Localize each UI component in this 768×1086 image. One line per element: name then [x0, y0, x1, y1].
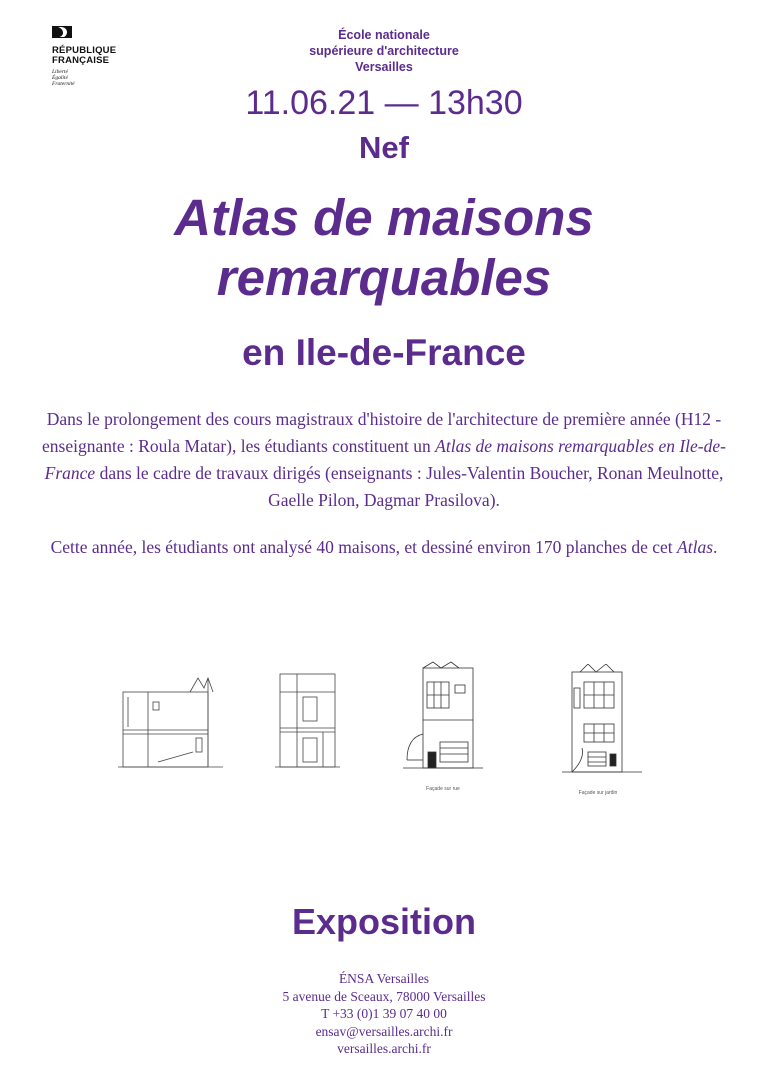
school-line-2: supérieure d'architecture [309, 44, 459, 58]
address-street: 5 avenue de Sceaux, 78000 Versailles [282, 988, 486, 1004]
motto-liberte: Liberté [52, 69, 68, 75]
school-line-3: Versailles [355, 60, 413, 74]
event-title [0, 188, 768, 308]
event-title-line-2: remarquables [216, 249, 552, 306]
description-text: . [713, 537, 718, 557]
description-italic-atlas: Atlas [677, 537, 714, 557]
event-subtitle: en Ile-de-France [242, 332, 526, 373]
contact-address [0, 970, 768, 1058]
address-email[interactable]: ensav@versailles.archi.fr [315, 1023, 453, 1039]
logo-line-2: FRANÇAISE [52, 55, 110, 66]
section-drawing-2 [275, 672, 340, 772]
description-paragraph-1 [40, 406, 728, 514]
address-website[interactable]: versailles.archi.fr [337, 1041, 431, 1056]
event-description [40, 406, 728, 561]
caption-facade-street: Façade sur rue [426, 786, 460, 792]
facade-drawing-garden [558, 664, 648, 796]
event-date-time: 11.06.21 — 13h30 [245, 84, 523, 122]
event-venue: Nef [359, 130, 409, 165]
facade-drawing-street [395, 660, 490, 792]
address-phone: T +33 (0)1 39 07 40 00 [321, 1006, 447, 1021]
architectural-drawings [110, 660, 670, 800]
event-title-line-1: Atlas de maisons [174, 189, 594, 246]
description-italic-title: Atlas de maisons remarquables en Ile-de-France [44, 436, 726, 483]
school-line-1: École nationale [338, 28, 430, 42]
section-drawing-1 [118, 672, 228, 772]
description-text: Cette année, les étudiants ont analysé 40 maisons, et dessiné environ 170 planches de cet [50, 537, 678, 557]
exposition-label: Exposition [291, 901, 476, 942]
description-paragraph-2 [40, 534, 728, 561]
description-text: dans le cadre de travaux dirigés (enseignants : Jules-Valentin Boucher, Ronan Meulnotte, Gaelle Pilon, Dagmar Prasilova). [95, 463, 724, 510]
address-name: ÉNSA Versailles [338, 971, 430, 986]
description-text: Dans le prolongement des cours magistraux d'histoire de l'architecture de première année (H12 - enseignante : Roula Matar), les étudiants constituent un [42, 409, 722, 456]
motto-egalite: Égalité [52, 75, 68, 81]
motto-fraternite: Fraternité [52, 81, 75, 87]
caption-facade-garden: Façade sur jardin [578, 790, 618, 796]
logo-line-1: RÉPUBLIQUE [52, 45, 117, 56]
school-name [0, 27, 768, 75]
